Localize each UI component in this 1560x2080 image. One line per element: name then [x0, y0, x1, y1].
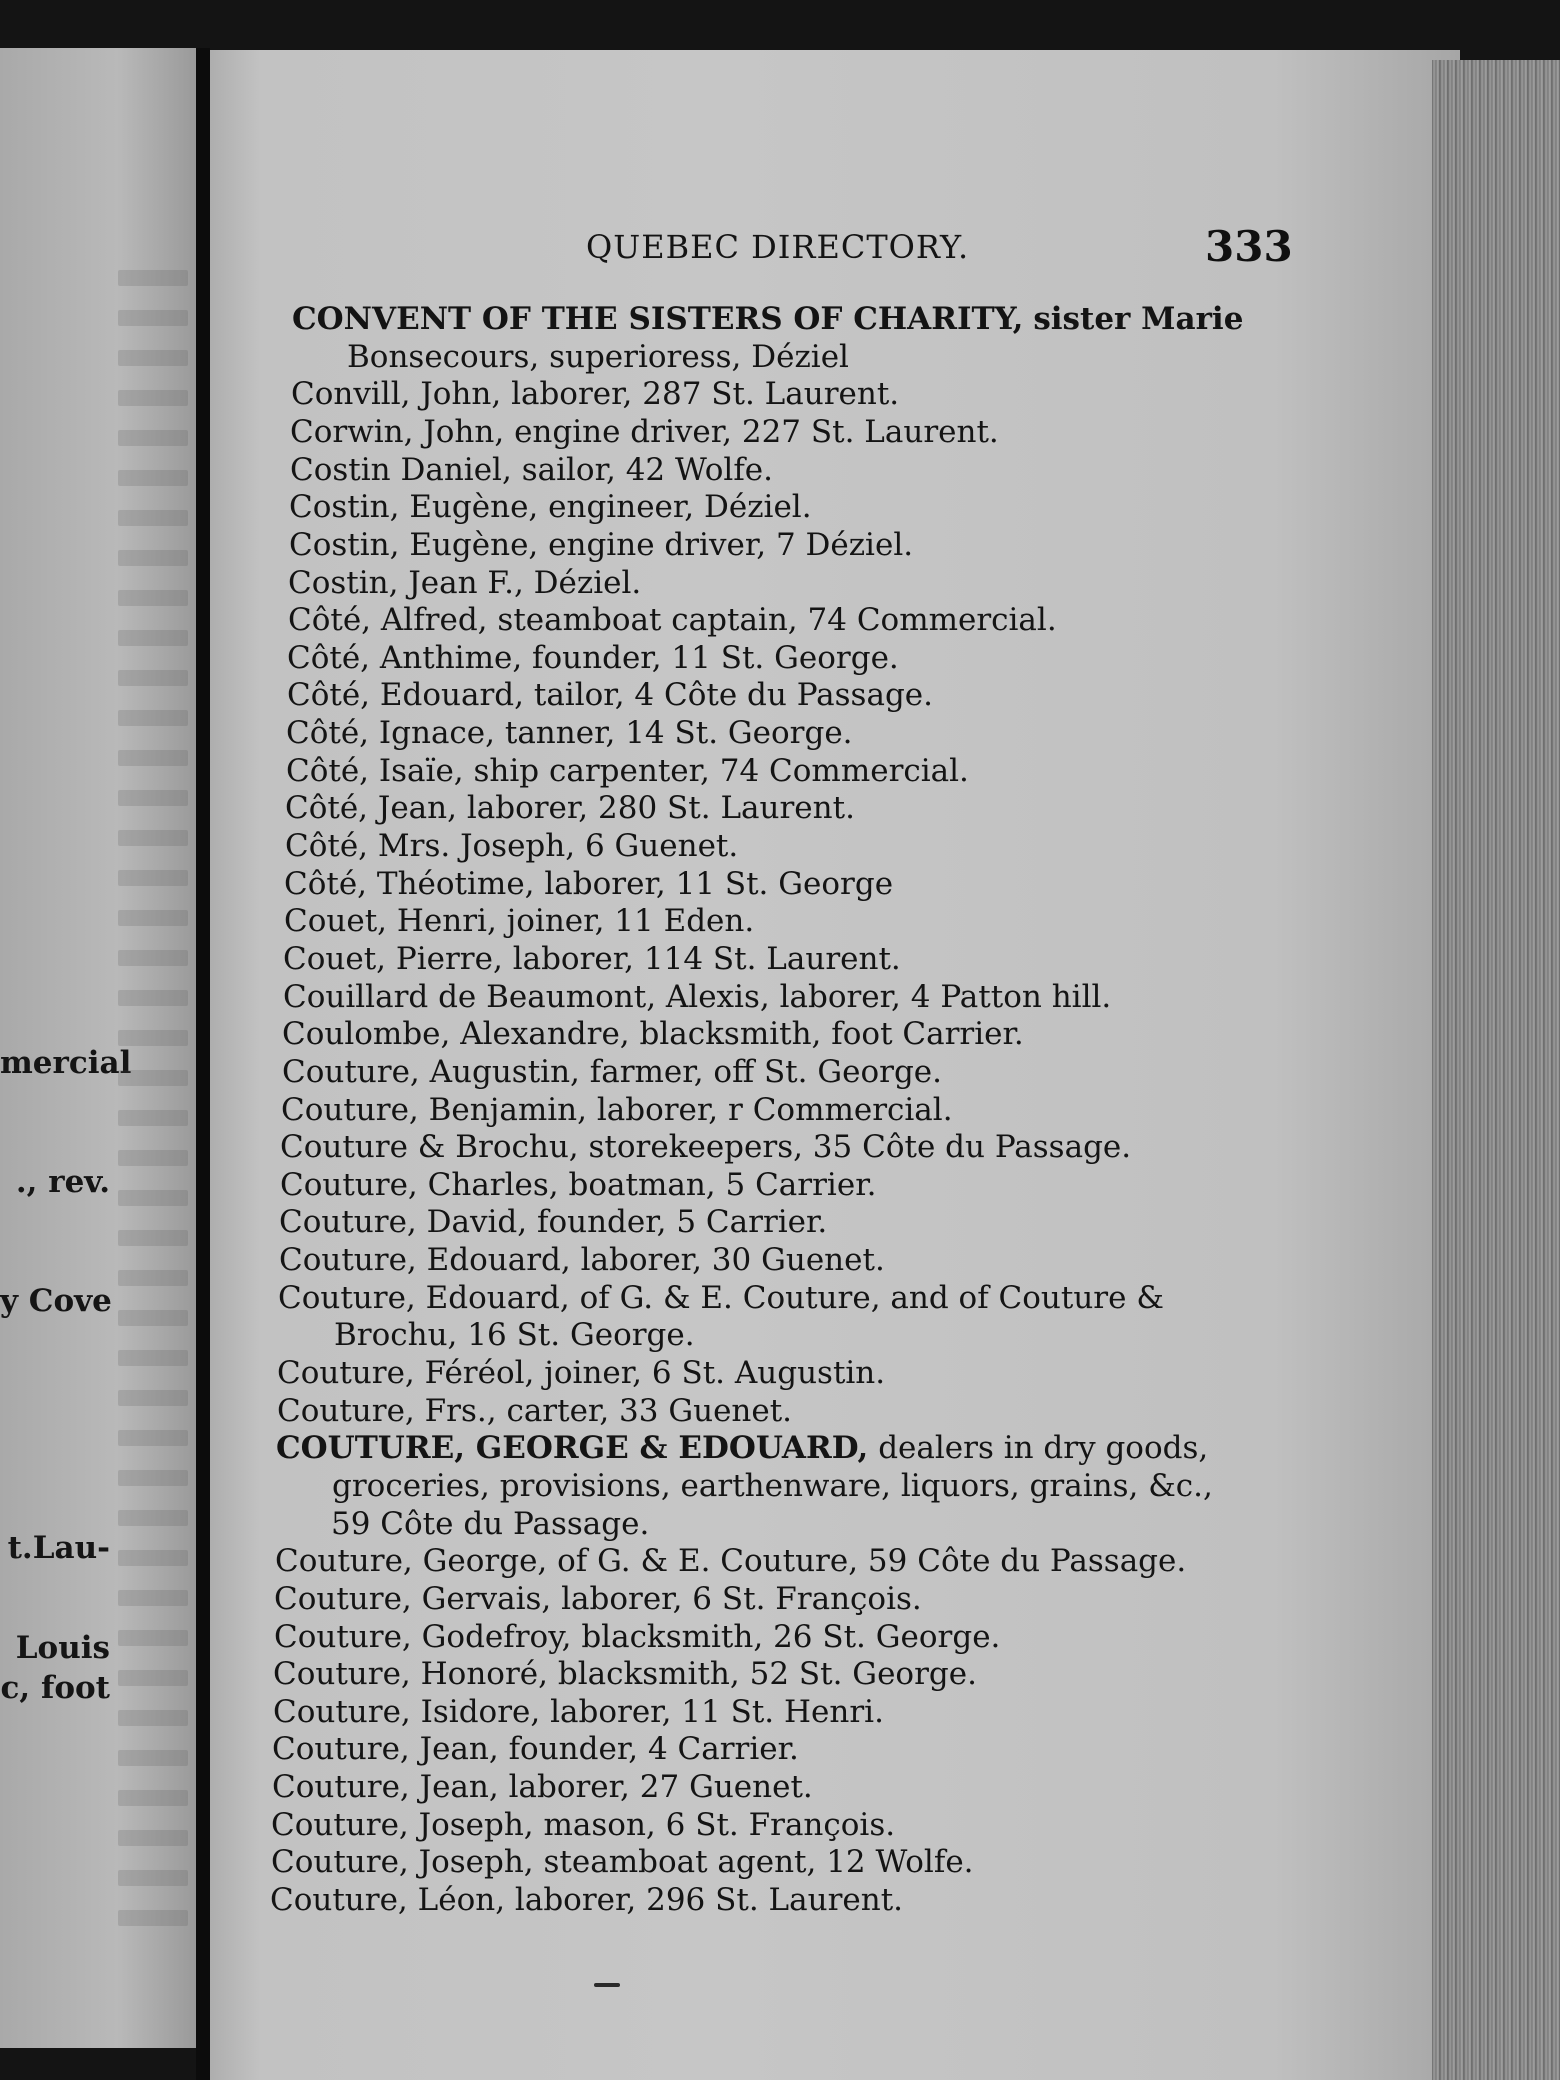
directory-entry [286, 715, 853, 751]
directory-entry [292, 301, 1243, 337]
directory-entry [286, 753, 969, 789]
print-mark [594, 1983, 620, 1987]
page-number: 333 [1205, 222, 1293, 271]
directory-entry [274, 1581, 922, 1617]
entry-name: Couture, Gervais, [274, 1581, 552, 1617]
entry-detail: mason, 6 St. François. [543, 1807, 896, 1843]
entry-name: Couture, Isidore, [273, 1694, 541, 1730]
entry-detail: boatman, 5 Carrier. [568, 1167, 877, 1203]
entry-name: Côté, Mrs. Joseph, [285, 828, 576, 864]
entry-detail: dealers in dry goods, [878, 1430, 1209, 1466]
directory-entry [334, 1317, 695, 1353]
directory-entry [276, 1430, 1208, 1466]
entry-name: COUTURE, GEORGE & EDOUARD, [276, 1430, 869, 1466]
entry-name: Couture, Edouard, [278, 1280, 570, 1316]
facing-page-fragment: c, foot [0, 1670, 110, 1706]
entry-name: Couture, Joseph, [271, 1807, 534, 1843]
entry-name: Couture, Jean, [272, 1731, 499, 1767]
entry-detail: laborer, 287 St. Laurent. [511, 376, 900, 412]
directory-entry [285, 790, 855, 826]
entry-name: Couture, Honoré, [273, 1656, 548, 1692]
directory-entry [290, 414, 999, 450]
directory-entry [279, 1242, 885, 1278]
directory-entry [331, 1506, 649, 1542]
entry-name: Costin, Eugène, [289, 489, 539, 525]
entry-name: Côté, Ignace, [286, 715, 495, 751]
entry-detail: blacksmith, 26 St. George. [581, 1619, 1001, 1655]
entry-name: Couture, David, [279, 1204, 528, 1240]
facing-page-fragment: Louis [15, 1630, 110, 1666]
entry-name: Costin, Eugène, [289, 527, 539, 563]
directory-entry [270, 1882, 903, 1918]
directory-entry [283, 941, 901, 977]
entry-detail: engine driver, 227 St. Laurent. [514, 414, 999, 450]
entry-detail: of G. & E. Couture, and of Couture & [579, 1280, 1164, 1316]
entry-detail: groceries, provisions, earthenware, liquors, grains, &c., [332, 1468, 1213, 1504]
entry-detail: laborer, r Commercial. [596, 1092, 953, 1128]
directory-entry [271, 1844, 974, 1880]
running-head: QUEBEC DIRECTORY. [586, 228, 970, 266]
entry-name: Couture, Frs., [277, 1393, 497, 1429]
directory-entry [280, 1129, 1131, 1165]
entry-detail: carter, 33 Guenet. [506, 1393, 793, 1429]
directory-entry [273, 1694, 884, 1730]
facing-page-fragment: ., rev. [15, 1164, 110, 1200]
entry-detail: of G. & E. Couture, 59 Côte du Passage. [557, 1543, 1187, 1579]
entry-name: Côté, Jean, [285, 790, 457, 826]
entry-detail: laborer, 27 Guenet. [508, 1769, 813, 1805]
entry-name: Couture, Benjamin, [281, 1092, 587, 1128]
directory-entry [289, 527, 913, 563]
directory-entry [282, 1054, 942, 1090]
entry-name: Couture, Edouard, [279, 1242, 571, 1278]
entry-detail: sister Marie [1033, 301, 1244, 337]
entry-name: Couillard de Beaumont, Alexis, [283, 979, 770, 1015]
entry-detail: blacksmith, 52 St. George. [557, 1656, 977, 1692]
entry-name: CONVENT OF THE SISTERS OF CHARITY, [292, 301, 1024, 337]
entry-name: Couture & Brochu, [280, 1129, 579, 1165]
entry-detail: storekeepers, 35 Côte du Passage. [588, 1129, 1132, 1165]
directory-entry [272, 1731, 799, 1767]
directory-entry [272, 1769, 813, 1805]
entry-name: Côté, Théotime, [284, 866, 535, 902]
directory-entry [274, 1619, 1000, 1655]
entry-detail: ship carpenter, 74 Commercial. [473, 753, 969, 789]
entry-name: Côté, Alfred, [288, 602, 488, 638]
directory-entry [284, 866, 893, 902]
entry-detail: founder, 4 Carrier. [508, 1731, 799, 1767]
directory-entry [277, 1355, 885, 1391]
entry-detail: steamboat captain, 74 Commercial. [497, 602, 1057, 638]
entry-detail: laborer, 30 Guenet. [580, 1242, 885, 1278]
facing-page-fragment: mercial [0, 1045, 132, 1081]
entry-name: Couet, Pierre, [283, 941, 503, 977]
entry-name: Couture, Augustin, [282, 1054, 580, 1090]
entry-name: Couture, Charles, [280, 1167, 559, 1203]
entry-detail: founder, 11 St. George. [532, 640, 899, 676]
directory-entry [278, 1280, 1164, 1316]
facing-page-fragment: y Cove [0, 1283, 112, 1319]
entry-name: Couture, Jean, [272, 1769, 499, 1805]
entry-detail: Brochu, 16 St. George. [334, 1317, 695, 1353]
entry-name: Coulombe, Alexandre, [282, 1016, 630, 1052]
facing-page-fragment: t.Lau- [7, 1530, 110, 1566]
directory-entry [289, 489, 812, 525]
entry-name: Couture, Joseph, [271, 1844, 534, 1880]
directory-entry [283, 979, 1111, 1015]
entry-detail: tanner, 14 St. George. [504, 715, 853, 751]
directory-entry [291, 376, 899, 412]
directory-entry [288, 565, 641, 601]
entry-name: Couet, Henri, [284, 903, 497, 939]
directory-entry [277, 1393, 792, 1429]
directory-entry [280, 1167, 876, 1203]
entry-detail: farmer, off St. George. [589, 1054, 942, 1090]
entry-detail: founder, 5 Carrier. [536, 1204, 828, 1240]
entry-detail: laborer, 6 St. François. [561, 1581, 922, 1617]
directory-entry [279, 1204, 827, 1240]
directory-entry [275, 1543, 1186, 1579]
directory-entry [271, 1807, 895, 1843]
directory-entry [290, 452, 773, 488]
directory-entry [288, 602, 1057, 638]
entry-name: Costin Daniel, [290, 452, 512, 488]
entry-detail: engine driver, 7 Déziel. [548, 527, 914, 563]
directory-entry [273, 1656, 977, 1692]
directory-entry [287, 677, 933, 713]
entry-detail: laborer, 11 St. George [544, 866, 894, 902]
entry-name: Côté, Edouard, [287, 677, 524, 713]
directory-entry [284, 903, 754, 939]
entry-detail: tailor, 4 Côte du Passage. [533, 677, 933, 713]
directory-entry [332, 1468, 1213, 1504]
entry-detail: joiner, 6 St. Augustin. [544, 1355, 886, 1391]
directory-entry [347, 339, 849, 375]
directory-entry [282, 1016, 1024, 1052]
entry-name: Costin, Jean F., [288, 565, 524, 601]
entry-detail: joiner, 11 Eden. [506, 903, 755, 939]
directory-entry [287, 640, 899, 676]
entry-detail: 59 Côte du Passage. [331, 1506, 650, 1542]
entry-name: Couture, Godefroy, [274, 1619, 572, 1655]
entry-name: Couture, Léon, [270, 1882, 506, 1918]
directory-entry [285, 828, 738, 864]
entry-detail: 6 Guenet. [584, 828, 739, 864]
entry-detail: steamboat agent, 12 Wolfe. [543, 1844, 974, 1880]
entry-detail: Déziel. [533, 565, 642, 601]
entry-detail: sailor, 42 Wolfe. [521, 452, 774, 488]
entry-name: Couture, George, [275, 1543, 548, 1579]
entry-detail: laborer, 11 St. Henri. [550, 1694, 884, 1730]
entry-detail: Bonsecours, superioress, Déziel [347, 339, 849, 375]
entry-name: Convill, John, [291, 376, 502, 412]
entry-name: Côté, Isaïe, [286, 753, 464, 789]
entry-detail: laborer, 4 Patton hill. [779, 979, 1112, 1015]
entry-detail: blacksmith, foot Carrier. [639, 1016, 1024, 1052]
entry-name: Corwin, John, [290, 414, 505, 450]
entry-detail: laborer, 114 St. Laurent. [512, 941, 901, 977]
entry-name: Côté, Anthime, [287, 640, 523, 676]
entry-name: Couture, Féréol, [277, 1355, 535, 1391]
entry-detail: engineer, Déziel. [548, 489, 812, 525]
entry-detail: laborer, 280 St. Laurent. [466, 790, 855, 826]
entry-detail: laborer, 296 St. Laurent. [514, 1882, 904, 1918]
directory-entry [281, 1092, 953, 1128]
